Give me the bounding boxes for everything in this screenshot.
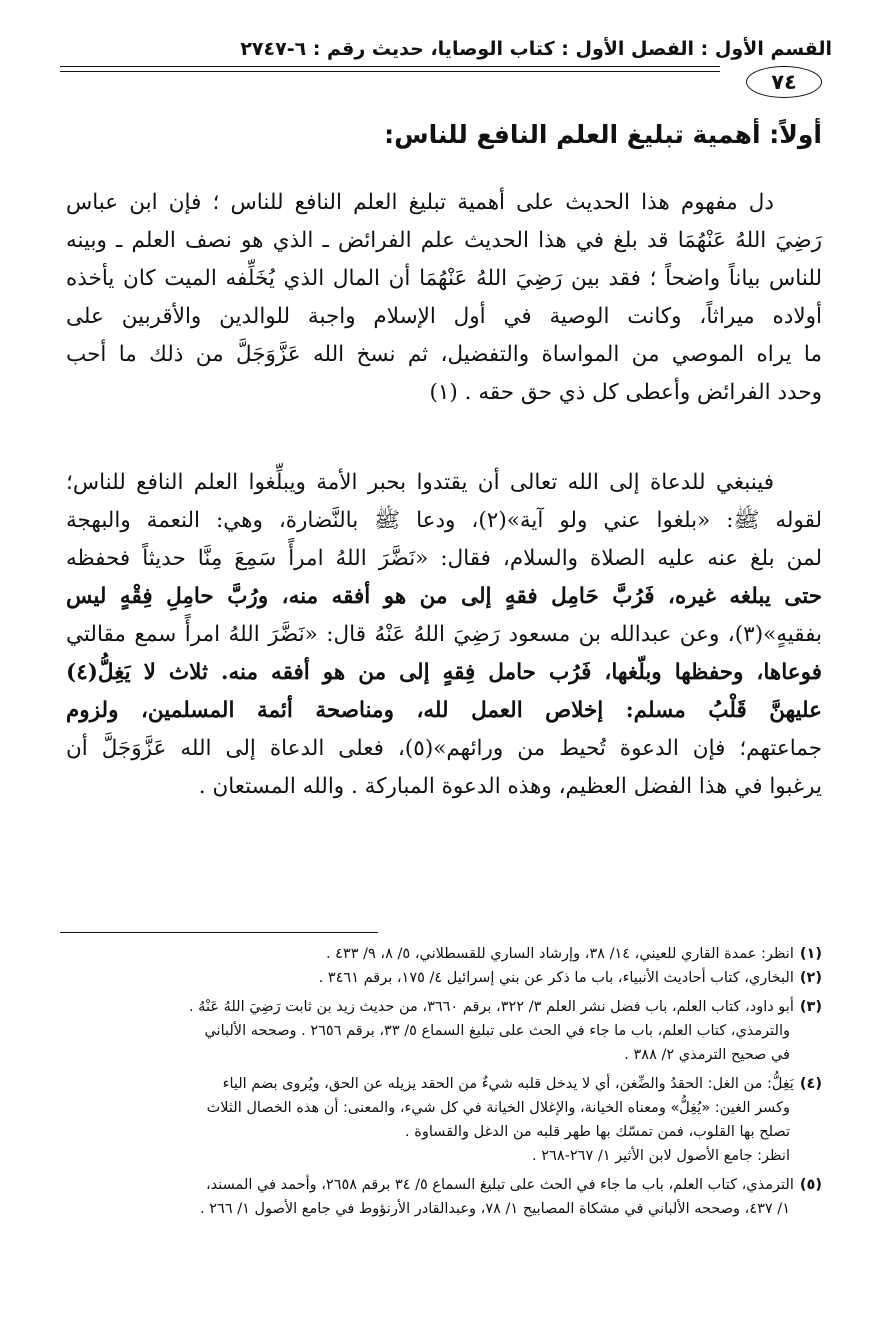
paragraph2-line: جماعتهم؛ فإن الدعوة تُحيط من ورائهم»(٥)، فعلى الدعاة إلى الله عَزَّوَجَلَّ أن (66, 736, 822, 761)
paragraph2-line: لقوله ﷺ: «بلغوا عني ولو آية»(٢)، ودعا ﷺ بالنَّضارة، وهي: النعمة والبهجة (66, 508, 822, 533)
footnote-separator (60, 932, 378, 933)
paragraph2-line: بفقيهٍ»(٣)، وعن عبدالله بن مسعود رَضِيَ اللهُ عَنْهُ قال: «نَضَّرَ اللهُ امرأً سمع مقالتي (66, 622, 822, 647)
footnote-4-continuation: انظر: جامع الأصول لابن الأثير ١/ ٢٦٧-٢٦٨ . (532, 1148, 790, 1164)
footnote-4-continuation: وكسر الغين: «يُغِلُّ» ومعناه الخيانة، والإغلال الخيانة في كل شيء، والمعنى: أن هذه الخصال الثلاث (206, 1100, 790, 1116)
footnote-3-continuation: والترمذي، كتاب العلم، باب ما جاء في الحث على تبليغ السماع ٥/ ٣٣، برقم ٢٦٥٦ . وصححه الألباني (204, 1023, 790, 1039)
header-rule-bottom (60, 71, 720, 72)
page-number-oval (746, 66, 822, 98)
footnote-3 (60, 995, 822, 1019)
paragraph2-line: لمن بلغ عنه عليه الصلاة والسلام، فقال: «نَضَّرَ اللهُ امرأً سَمِعَ مِنَّا حديثاً فحفظه (66, 546, 822, 571)
paragraph2-line: فوعاها، وحفظها وبلّغها، فَرُب حامل فِقهٍ إلى من هو أفقه منه. ثلاث لا يَغِلُّ(٤) (66, 660, 822, 685)
paragraph1-line: ما يراه الموصي من المواساة والتفضيل، ثم نسخ الله عَزَّوَجَلَّ من ذلك ما أحب (66, 342, 822, 367)
footnote-number: (٢) (799, 970, 822, 986)
footnote-3-continuation: في صحيح الترمذي ٢/ ٣٨٨ . (624, 1047, 790, 1063)
paragraph1-line: رَضِيَ اللهُ عَنْهُمَا قد بلغ في هذا الحديث علم الفرائض ـ الذي هو نصف العلم ـ وبينه (66, 228, 822, 253)
footnote-4 (60, 1072, 822, 1096)
running-header: القسم الأول : الفصل الأول : كتاب الوصايا، حديث رقم : ٦-٢٧٤٧ (240, 38, 832, 60)
footnote-number: (٥) (799, 1177, 822, 1193)
paragraph2-line: حتى يبلغه غيره، فَرُبَّ حَامِل فقهٍ إلى من هو أفقه منه، ورُبَّ حامِلِ فِقْهٍ ليس (66, 584, 822, 609)
footnote-text: البخاري، كتاب أحاديث الأنبياء، باب ما ذكر عن بني إسرائيل ٤/ ١٧٥، برقم ٣٤٦١ . (318, 970, 794, 986)
page-number: ٧٤ (771, 69, 797, 94)
footnote-text: انظر: عمدة القاري للعيني، ١٤/ ٣٨، وإرشاد الساري للقسطلاني، ٥/ ٨، ٩/ ٤٣٣ . (325, 946, 794, 962)
paragraph2-line: فينبغي للدعاة إلى الله تعالى أن يقتدوا بحبر الأمة ويبلِّغوا العلم النافع للناس؛ (66, 470, 774, 495)
footnote-text: الترمذي، كتاب العلم، باب ما جاء في الحث على تبليغ السماع ٥/ ٣٤ برقم ٢٦٥٨، وأحمد في المسند، (205, 1177, 794, 1193)
footnote-5-continuation: ١/ ٤٣٧، وصححه الألباني في مشكاة المصابيح ١/ ٧٨، وعبدالقادر الأرنؤوط في جامع الأصول ١/ ٢٦٦ . (200, 1201, 790, 1217)
paragraph1-line: أولاده ميراثاً، وكانت الوصية في أول الإسلام واجبة للوالدين والأقربين على (66, 304, 822, 329)
footnote-number: (١) (799, 946, 822, 962)
footnote-number: (٣) (799, 999, 822, 1015)
footnote-5 (60, 1173, 822, 1197)
footnote-number: (٤) (799, 1076, 822, 1092)
footnote-2 (60, 966, 822, 990)
paragraph1-line: للناس بياناً واضحاً ؛ فقد بين رَضِيَ اللهُ عَنْهُمَا أن المال الذي يُخَلِّفه الميت كان يأخذه (66, 266, 822, 291)
section-heading: أولاً: أهمية تبليغ العلم النافع للناس: (384, 120, 822, 149)
paragraph2-line: يرغبوا في هذا الفضل العظيم، وهذه الدعوة المباركة . والله المستعان . (198, 774, 822, 799)
footnote-1 (60, 942, 822, 966)
paragraph2-line: عليهنَّ قَلْبُ مسلم: إخلاص العمل لله، ومناصحة أئمة المسلمين، ولزوم (66, 698, 822, 723)
footnote-4-continuation: تصلح بها القلوب، فمن تمسّك بها طهر قلبه من الدغل والقساوة . (405, 1124, 790, 1140)
footnote-text: يَغِلُّ: من الغل: الحقدُ والضِّغن، أي لا يدخل قلبه شيءٌ من الحقد يزيله عن الحق، ويُروى بضم الياء (222, 1076, 794, 1092)
header-rule-top (60, 66, 720, 67)
paragraph1-line: دل مفهوم هذا الحديث على أهمية تبليغ العلم النافع للناس ؛ فإن ابن عباس (66, 190, 774, 215)
paragraph1-line: وحدد الفرائض وأعطى كل ذي حق حقه . (١) (429, 380, 822, 405)
footnote-text: أبو داود، كتاب العلم، باب فضل نشر العلم ٣/ ٣٢٢، برقم ٣٦٦٠، من حديث زيد بن ثابت رَضِيَ اللهُ عَنْهُ . (188, 999, 794, 1015)
